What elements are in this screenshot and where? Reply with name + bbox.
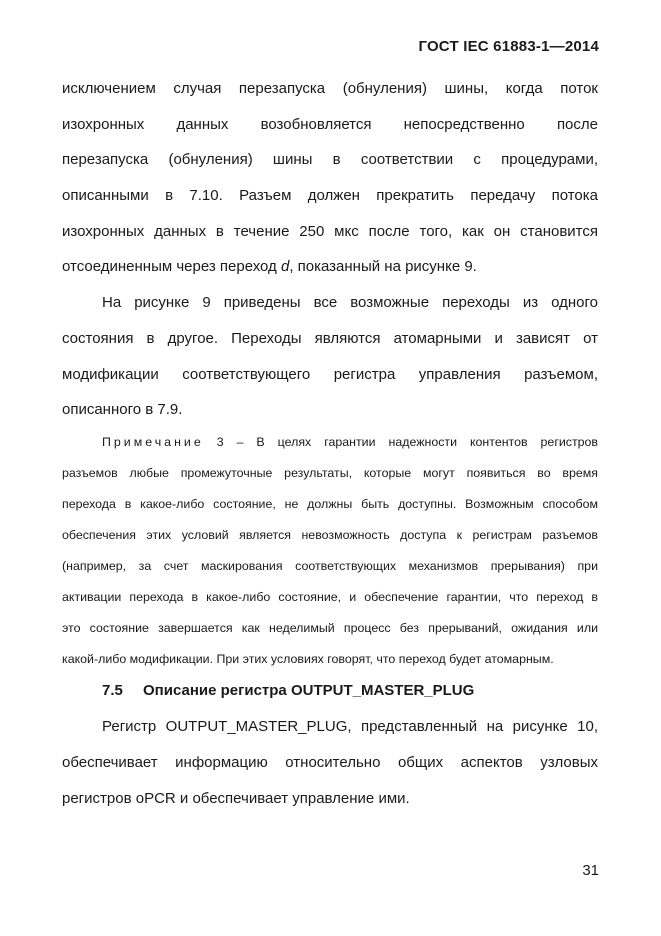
text-span: отсоединенным через переход [62,258,281,275]
note-line: (например, за счет маскирования соответствующих механизмов прерывания) при [62,559,598,573]
text-line: перезапуска (обнуления) шины в соответствии с процедурами, [62,151,598,168]
text-line: состояния в другое. Переходы являются атомарными и зависят от [62,330,598,347]
text-line: обеспечивает информацию относительно общих аспектов узловых [62,754,598,771]
text-span: 3 – В целях гарантии надежности контентов регистров [216,435,598,449]
text-line: Регистр OUTPUT_MASTER_PLUG, представленный на рисунке 10, [102,718,598,735]
note-line: какой-либо модификации. При этих условиях говорят, что переход будет атомарным. [62,652,554,666]
section-heading [102,682,474,699]
note-line: это состояние завершается как неделимый процесс без прерываний, ожидания или [62,621,598,635]
note-line: активации перехода в какое-либо состояние, и обеспечение гарантии, что переход в [62,590,598,604]
page-number: 31 [582,862,599,879]
note-line: разъемов любые промежуточные результаты, которые могут появиться во время [62,466,598,480]
text-line: описанными в 7.10. Разъем должен прекратить передачу потока [62,187,598,204]
note-line [102,434,598,450]
note-line: обеспечения этих условий является невозможность доступа к регистрам разъемов [62,528,598,542]
text-line: регистров oPCR и обеспечивает управление ими. [62,790,410,807]
note-label: Примечание [102,435,204,449]
text-line [62,257,598,277]
note-line: перехода в какое-либо состояние, не должны быть доступны. Возможным способом [62,497,598,511]
section-title: Описание регистра OUTPUT_MASTER_PLUG [143,682,475,699]
text-line: изохронных данных в течение 250 мкс после того, как он становится [62,223,598,240]
text-line: описанного в 7.9. [62,401,183,418]
text-line: исключением случая перезапуска (обнуления) шины, когда поток [62,80,598,97]
section-number: 7.5 [102,682,123,699]
transition-label: d [280,258,290,275]
text-line: модификации соответствующего регистра управления разъемом, [62,366,598,383]
text-line: изохронных данных возобновляется непосредственно после [62,116,598,133]
text-line: На рисунке 9 приведены все возможные переходы из одного [102,294,598,311]
text-span: , показанный на рисунке 9. [289,258,477,275]
page-header: ГОСТ IEC 61883-1—2014 [418,38,599,55]
